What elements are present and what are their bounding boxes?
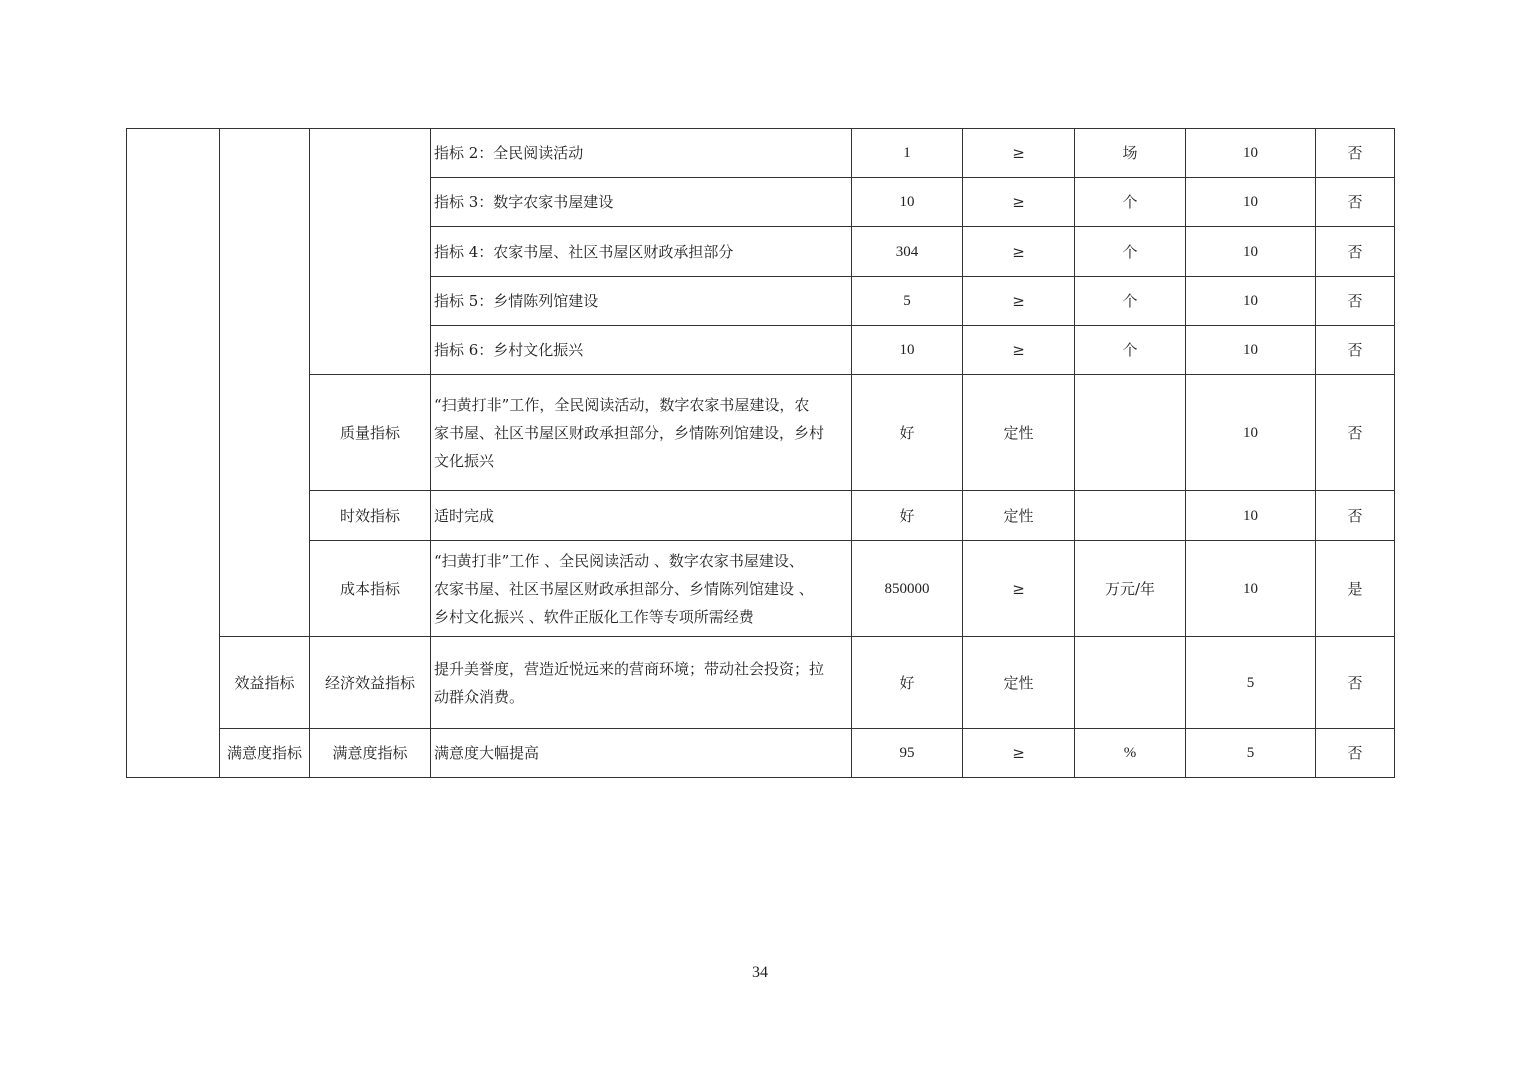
operator-cell: ≥ <box>963 541 1075 637</box>
target-value-cell: 好 <box>852 491 963 541</box>
unit-cell <box>1075 637 1186 729</box>
indicator-cell: 指标 2：全民阅读活动 <box>431 129 852 178</box>
unit-cell: 个 <box>1075 326 1186 375</box>
level2-indicator-cell: 质量指标 <box>310 375 431 491</box>
page-number: 34 <box>752 964 768 981</box>
level1-cell-empty <box>220 129 310 637</box>
performance-indicator-table <box>126 128 1395 778</box>
unit-cell: 个 <box>1075 227 1186 277</box>
weight-cell: 10 <box>1186 375 1316 491</box>
core-indicator-cell: 是 <box>1316 541 1395 637</box>
operator-cell: ≥ <box>963 129 1075 178</box>
core-indicator-cell: 否 <box>1316 326 1395 375</box>
indicator-line: “扫黄打非”工作 、全民阅读活动 、数字农家书屋建设、 <box>434 551 804 570</box>
target-value-cell: 5 <box>852 277 963 326</box>
target-value-cell: 95 <box>852 729 963 778</box>
indicator-line: 家书屋、社区书屋区财政承担部分，乡情陈列馆建设，乡村 <box>434 423 825 442</box>
goal-cell-empty <box>127 129 220 778</box>
operator-cell: ≥ <box>963 277 1075 326</box>
core-indicator-cell: 否 <box>1316 178 1395 227</box>
indicator-line: 乡村文化振兴 、软件正版化工作等专项所需经费 <box>434 607 754 626</box>
level1-indicator-cell: 满意度指标 <box>220 729 310 778</box>
target-value-cell: 850000 <box>852 541 963 637</box>
level2-indicator-cell: 成本指标 <box>310 541 431 637</box>
core-indicator-cell: 否 <box>1316 637 1395 729</box>
operator-cell: ≥ <box>963 227 1075 277</box>
weight-cell: 5 <box>1186 729 1316 778</box>
table-row <box>127 375 1395 491</box>
target-value-cell: 304 <box>852 227 963 277</box>
target-value-cell: 1 <box>852 129 963 178</box>
unit-cell <box>1075 375 1186 491</box>
indicator-cell: 指标 3：数字农家书屋建设 <box>431 178 852 227</box>
indicator-cell: 指标 4：农家书屋、社区书屋区财政承担部分 <box>431 227 852 277</box>
level2-indicator-cell: 时效指标 <box>310 491 431 541</box>
table-row <box>127 729 1395 778</box>
table-row <box>127 637 1395 729</box>
indicator-line: 农家书屋、社区书屋区财政承担部分、乡情陈列馆建设 、 <box>434 579 814 598</box>
indicator-cell <box>431 541 852 637</box>
operator-cell: 定性 <box>963 637 1075 729</box>
operator-cell: ≥ <box>963 326 1075 375</box>
core-indicator-cell: 否 <box>1316 227 1395 277</box>
indicator-line: 文化振兴 <box>434 451 495 470</box>
core-indicator-cell: 否 <box>1316 729 1395 778</box>
unit-cell: 个 <box>1075 277 1186 326</box>
indicator-line: 提升美誉度，营造近悦远来的营商环境；带动社会投资；拉 <box>434 659 825 678</box>
target-value-cell: 好 <box>852 637 963 729</box>
target-value-cell: 好 <box>852 375 963 491</box>
weight-cell: 10 <box>1186 541 1316 637</box>
indicator-line: “扫黄打非”工作，全民阅读活动，数字农家书屋建设，农 <box>434 395 810 414</box>
operator-cell: 定性 <box>963 375 1075 491</box>
table-row <box>127 491 1395 541</box>
target-value-cell: 10 <box>852 326 963 375</box>
level2-indicator-cell: 经济效益指标 <box>310 637 431 729</box>
indicator-line: 动群众消费。 <box>434 687 525 706</box>
table-row <box>127 541 1395 637</box>
indicator-cell: 适时完成 <box>431 491 852 541</box>
unit-cell: 个 <box>1075 178 1186 227</box>
core-indicator-cell: 否 <box>1316 129 1395 178</box>
operator-cell: ≥ <box>963 729 1075 778</box>
core-indicator-cell: 否 <box>1316 375 1395 491</box>
level2-cell-empty <box>310 129 431 375</box>
operator-cell: ≥ <box>963 178 1075 227</box>
operator-cell: 定性 <box>963 491 1075 541</box>
weight-cell: 10 <box>1186 178 1316 227</box>
weight-cell: 10 <box>1186 227 1316 277</box>
indicator-cell: 指标 6：乡村文化振兴 <box>431 326 852 375</box>
indicator-cell <box>431 375 852 491</box>
unit-cell: % <box>1075 729 1186 778</box>
core-indicator-cell: 否 <box>1316 491 1395 541</box>
unit-cell: 场 <box>1075 129 1186 178</box>
level1-indicator-cell: 效益指标 <box>220 637 310 729</box>
unit-cell <box>1075 491 1186 541</box>
indicator-cell <box>431 637 852 729</box>
indicator-cell: 指标 5：乡情陈列馆建设 <box>431 277 852 326</box>
table-row <box>127 129 1395 178</box>
level2-indicator-cell: 满意度指标 <box>310 729 431 778</box>
weight-cell: 5 <box>1186 637 1316 729</box>
core-indicator-cell: 否 <box>1316 277 1395 326</box>
weight-cell: 10 <box>1186 326 1316 375</box>
weight-cell: 10 <box>1186 491 1316 541</box>
weight-cell: 10 <box>1186 277 1316 326</box>
unit-cell: 万元/年 <box>1075 541 1186 637</box>
weight-cell: 10 <box>1186 129 1316 178</box>
target-value-cell: 10 <box>852 178 963 227</box>
indicator-cell: 满意度大幅提高 <box>431 729 852 778</box>
